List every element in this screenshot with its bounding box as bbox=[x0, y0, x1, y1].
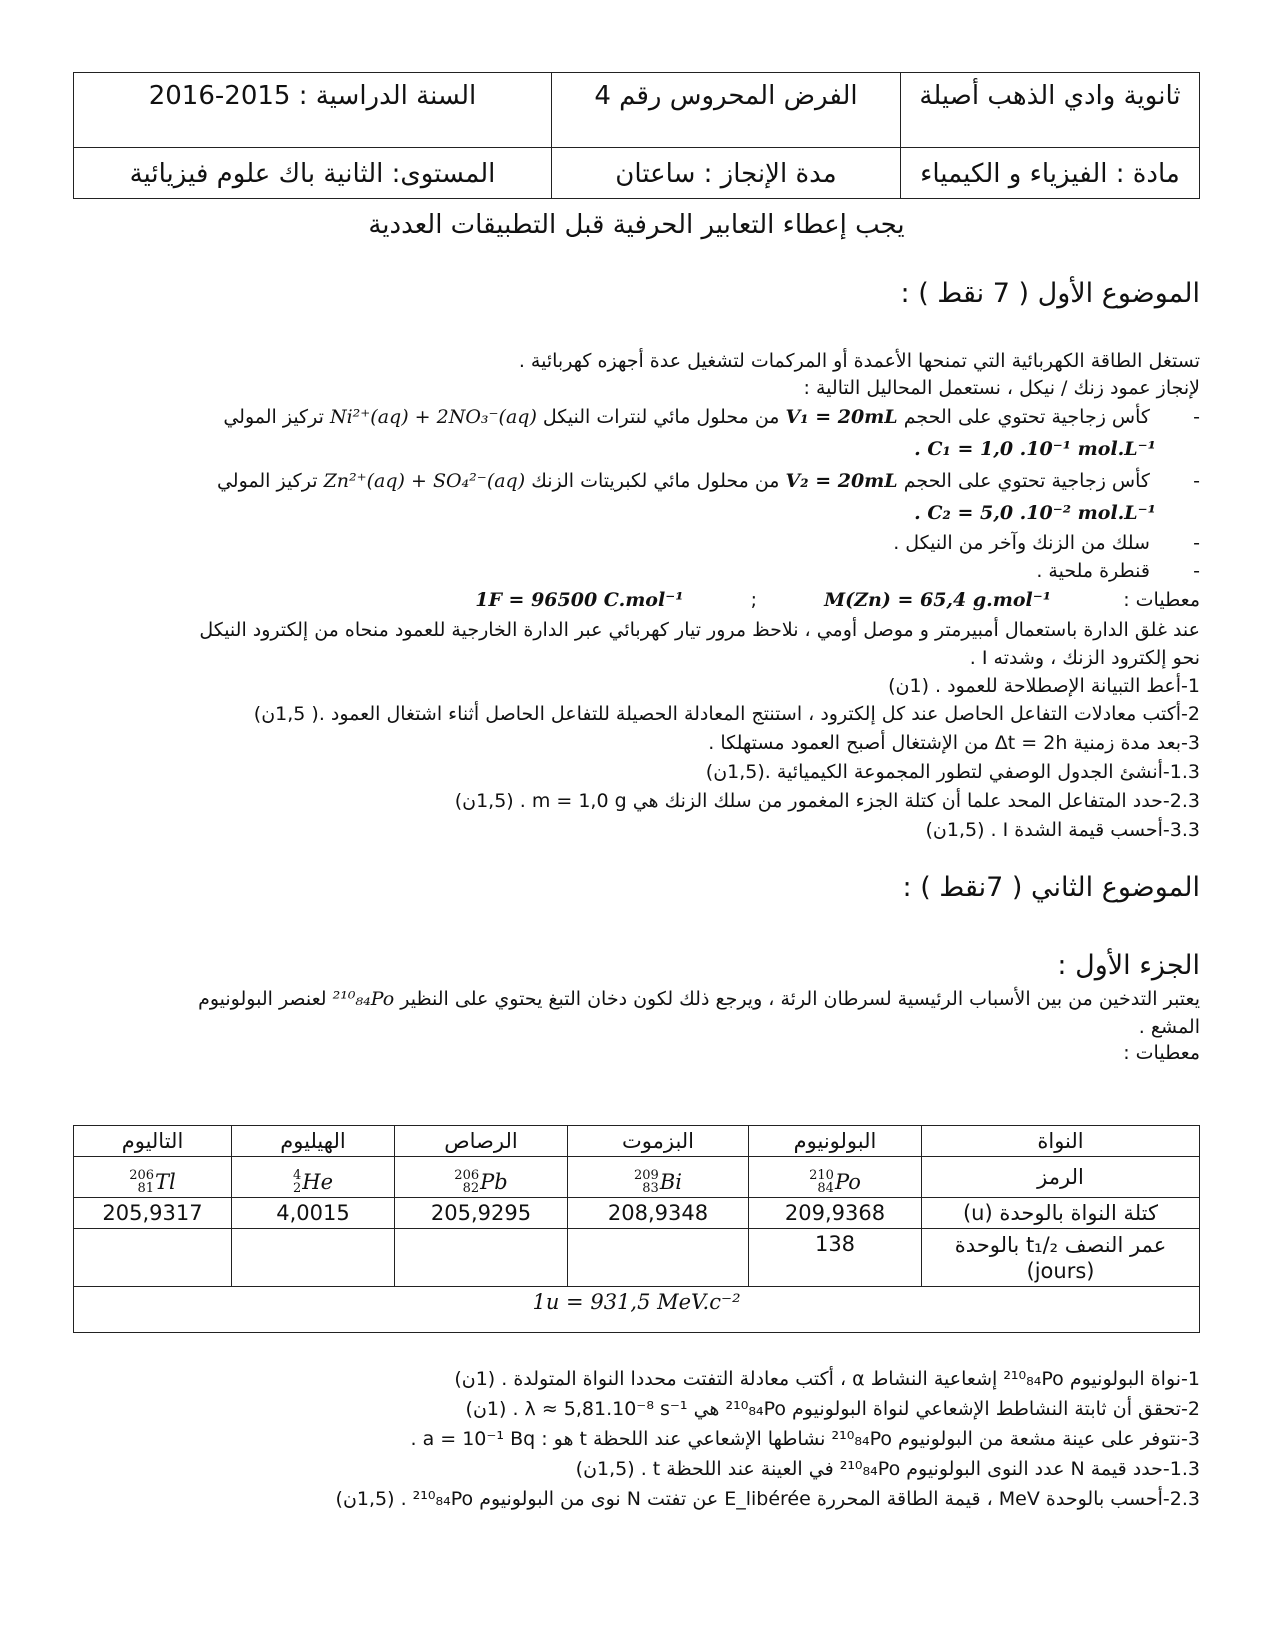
duration: مدة الإنجاز : ساعتان bbox=[552, 148, 901, 199]
topic2-q32: 2.3-أحسب بالوحدة MeV ، قيمة الطاقة المحررة E_libérée عن تفتت N نوى من البولونيوم ²¹⁰₈₄Po . (1,5ن) bbox=[335, 1488, 1200, 1510]
halflife-polonium: 138 bbox=[749, 1229, 922, 1287]
topic2-part1: الجزء الأول : bbox=[1057, 950, 1200, 981]
topic2-intro1 bbox=[80, 986, 1200, 1012]
mass-lead: 205,9295 bbox=[395, 1198, 568, 1229]
topic1-q2: 2-أكتب معادلات التفاعل الحاصل عند كل إلكترود ، استنتج المعادلة الحصيلة للتفاعل الحاصل أثناء اشتغال العمود .( 1,5ن) bbox=[253, 703, 1200, 725]
bullet-zinc-mid: من محلول مائي لكبريتات الزنك bbox=[531, 470, 780, 492]
polonium-isotope: ²¹⁰₈₄Po bbox=[332, 988, 395, 1010]
halflife-label: عمر النصف t₁/₂ بالوحدة (jours) bbox=[922, 1229, 1200, 1287]
instruction-note: يجب إعطاء التعابير الحرفية قبل التطبيقات العددية bbox=[368, 210, 905, 240]
bullet-zinc-text: كأس زجاجية تحتوي على الحجم bbox=[903, 470, 1150, 492]
halflife-helium bbox=[232, 1229, 395, 1287]
mass-helium: 4,0015 bbox=[232, 1198, 395, 1229]
halflife-thallium bbox=[74, 1229, 232, 1287]
school-name: ثانوية وادي الذهب أصيلة bbox=[901, 73, 1200, 148]
topic1-data bbox=[80, 587, 1200, 613]
table-row-halflife bbox=[74, 1229, 1200, 1287]
nickel-formula: Ni²⁺(aq) + 2NO₃⁻(aq) bbox=[329, 406, 537, 428]
topic2-q31: 1.3-حدد قيمة N عدد النوى البولونيوم ²¹⁰₈₄Po في العينة عند اللحظة t . (1,5ن) bbox=[575, 1458, 1200, 1480]
bullet-nickel-text: كأس زجاجية تحتوي على الحجم bbox=[903, 406, 1150, 428]
volume-v2: V₂ = 20mL bbox=[785, 470, 898, 492]
mass-label: كتلة النواة بالوحدة (u) bbox=[922, 1198, 1200, 1229]
concentration-c1-line bbox=[914, 436, 1156, 462]
nuclei-data-table bbox=[73, 1125, 1200, 1333]
symbol-lead: 206 82 Pb bbox=[395, 1157, 568, 1198]
exam-title: الفرض المحروس رقم 4 bbox=[552, 73, 901, 148]
topic2-title: الموضوع الثاني ( 7نقط ) : bbox=[902, 872, 1200, 903]
subject: مادة : الفيزياء و الكيمياء bbox=[901, 148, 1200, 199]
topic2-intro2: المشع . bbox=[1138, 1016, 1200, 1038]
topic2-data-label: معطيات : bbox=[1123, 1042, 1200, 1064]
bullet-nickel-mid: من محلول مائي لنترات النيكل bbox=[542, 406, 780, 428]
header-cell-lead: الرصاص bbox=[395, 1126, 568, 1157]
faraday-constant: 1F = 96500 C.mol⁻¹ bbox=[475, 589, 684, 611]
table-row-masses bbox=[74, 1198, 1200, 1229]
data-separator: ; bbox=[750, 589, 758, 611]
unit-conversion: 1u = 931,5 MeV.c⁻² bbox=[74, 1287, 1200, 1333]
header-table bbox=[73, 72, 1200, 199]
mass-bismuth: 208,9348 bbox=[568, 1198, 749, 1229]
concentration-c1: . C₁ = 1,0 .10⁻¹ mol.L⁻¹ bbox=[914, 438, 1156, 460]
topic1-q32: 2.3-حدد المتفاعل المحد علما أن كتلة الجزء المغمور من سلك الزنك هي m = 1,0 g . (1,5ن) bbox=[454, 790, 1200, 812]
topic1-q3: 3-بعد مدة زمنية Δt = 2h من الإشتغال أصبح العمود مستهلكا . bbox=[708, 732, 1200, 754]
bullet-wires: - سلك من الزنك وآخر من النيكل . bbox=[893, 532, 1200, 554]
halflife-bismuth bbox=[568, 1229, 749, 1287]
volume-v1: V₁ = 20mL bbox=[785, 406, 898, 428]
bullet-salt-bridge: - قنطرة ملحية . bbox=[1036, 560, 1200, 582]
header-cell-nucleus: النواة bbox=[922, 1126, 1200, 1157]
header-cell-bismuth: البزموت bbox=[568, 1126, 749, 1157]
topic1-q1: 1-أعط التبيانة الإصطلاحة للعمود . (1ن) bbox=[888, 675, 1200, 697]
concentration-c2: . C₂ = 5,0 .10⁻² mol.L⁻¹ bbox=[914, 502, 1156, 524]
school-year: السنة الدراسية : 2015-2016 bbox=[74, 73, 552, 148]
bullet-zinc: - كأس زجاجية تحتوي على الحجم V₂ = 20mL من محلول مائي لكبريتات الزنك Zn²⁺(aq) + SO₄²⁻(aq) تركيز المولي bbox=[216, 470, 1200, 492]
level: المستوى: الثانية باك علوم فيزيائية bbox=[74, 148, 552, 199]
symbol-label: الرمز bbox=[922, 1157, 1200, 1198]
table-header-row bbox=[74, 1126, 1200, 1157]
molar-mass-zn: M(Zn) = 65,4 g.mol⁻¹ bbox=[824, 589, 1052, 611]
table-footer-row bbox=[74, 1287, 1200, 1333]
bullet-wires-text: سلك من الزنك وآخر من النيكل . bbox=[893, 532, 1150, 554]
bullet-zinc-end: تركيز المولي bbox=[216, 470, 318, 492]
table-row-symbols bbox=[74, 1157, 1200, 1198]
symbol-polonium: 210 84 Po bbox=[749, 1157, 922, 1198]
topic2-q3: 3-نتوفر على عينة مشعة من البولونيوم ²¹⁰₈₄Po نشاطها الإشعاعي عند اللحظة t هو : a = 10⁻¹ Bq . bbox=[410, 1428, 1200, 1450]
data-label: معطيات : bbox=[1123, 589, 1200, 611]
topic1-intro1: تستغل الطاقة الكهربائية التي تمنحها الأعمدة أو المركمات لتشغيل عدة أجهزه كهربائية . bbox=[518, 350, 1200, 372]
header-cell-polonium: البولونيوم bbox=[749, 1126, 922, 1157]
topic1-para1: عند غلق الدارة باستعمال أمبيرمتر و موصل أومي ، نلاحظ مرور تيار كهربائي عبر الدارة الخارجية للعمود منحاه من إلكترود النيكل bbox=[199, 619, 1200, 641]
topic1-q33: 3.3-أحسب قيمة الشدة I . (1,5ن) bbox=[925, 819, 1200, 841]
halflife-lead bbox=[395, 1229, 568, 1287]
concentration-c2-line bbox=[914, 500, 1156, 526]
symbol-bismuth: 209 83 Bi bbox=[568, 1157, 749, 1198]
topic1-q31: 1.3-أنشئ الجدول الوصفي لتطور المجموعة الكيميائية .(1,5ن) bbox=[705, 761, 1200, 783]
symbol-thallium: 206 81 Tl bbox=[74, 1157, 232, 1198]
header-cell-helium: الهيليوم bbox=[232, 1126, 395, 1157]
topic1-para2: نحو إلكترود الزنك ، وشدته I . bbox=[969, 647, 1200, 669]
topic1-title: الموضوع الأول ( 7 نقط ) : bbox=[900, 278, 1200, 309]
topic1-intro2: لإنجاز عمود زنك / نيكل ، نستعمل المحاليل التالية : bbox=[803, 377, 1200, 399]
bullet-nickel-end: تركيز المولي bbox=[223, 406, 324, 428]
header-cell-thallium: التاليوم bbox=[74, 1126, 232, 1157]
bullet-salt-bridge-text: قنطرة ملحية . bbox=[1036, 560, 1150, 582]
topic2-intro1-end: لعنصر البولونيوم bbox=[198, 988, 327, 1010]
mass-thallium: 205,9317 bbox=[74, 1198, 232, 1229]
topic2-q2: 2-تحقق أن ثابتة النشاطط الإشعاعي لنواة البولونيوم ²¹⁰₈₄Po هي λ ≈ 5,81.10⁻⁸ s⁻¹ . (1ن) bbox=[465, 1398, 1200, 1420]
mass-polonium: 209,9368 bbox=[749, 1198, 922, 1229]
symbol-helium: 4 2 He bbox=[232, 1157, 395, 1198]
zinc-formula: Zn²⁺(aq) + SO₄²⁻(aq) bbox=[323, 470, 526, 492]
topic2-q1: 1-نواة البولونيوم ²¹⁰₈₄Po إشعاعية النشاط α ، أكتب معادلة التفتت محددا النواة المتولدة . (1ن) bbox=[454, 1368, 1200, 1390]
topic2-intro1-text: يعتبر التدخين من بين الأسباب الرئيسية لسرطان الرئة ، ويرجع ذلك لكون دخان التبغ يحتوي على النظير bbox=[400, 988, 1200, 1010]
bullet-nickel: - كأس زجاجية تحتوي على الحجم V₁ = 20mL من محلول مائي لنترات النيكل Ni²⁺(aq) + 2NO₃⁻(aq) تركيز المولي bbox=[223, 406, 1200, 428]
